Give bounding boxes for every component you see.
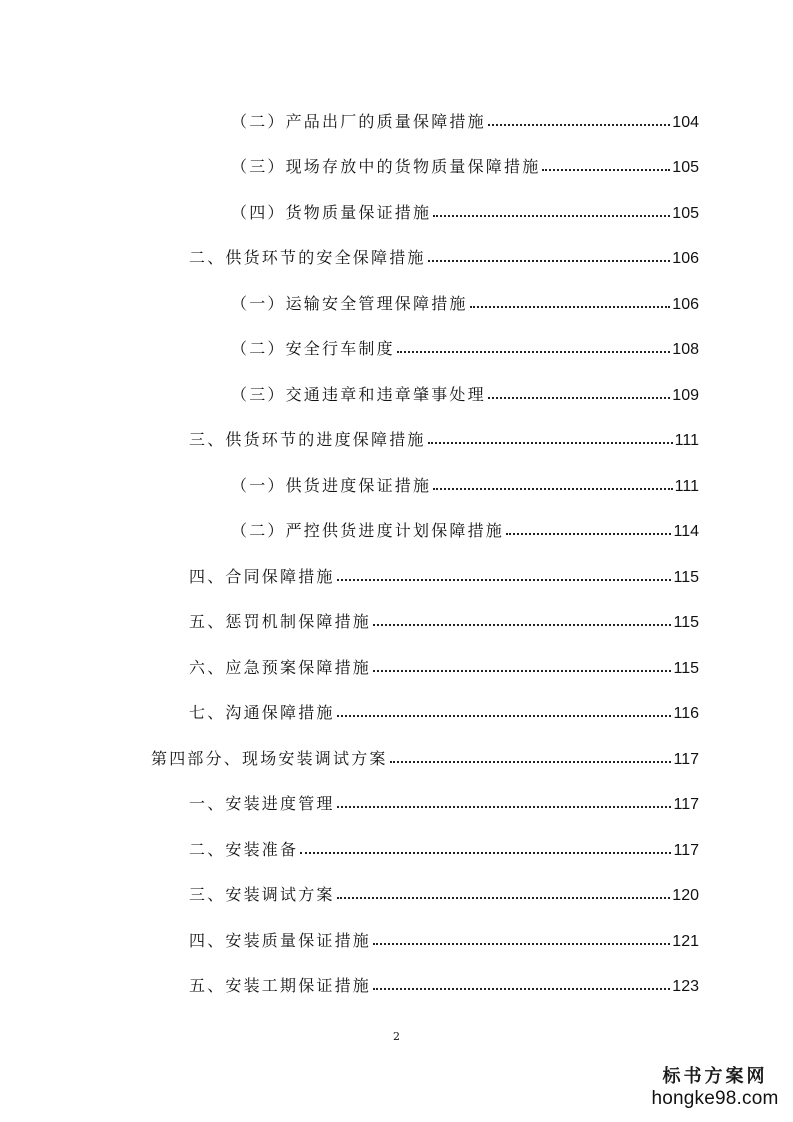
toc-entry[interactable] — [189, 602, 699, 632]
dot-leader — [337, 715, 672, 717]
dot-leader — [337, 806, 672, 808]
toc-entry-page: 115 — [673, 660, 699, 677]
toc-entry-page: 121 — [672, 933, 699, 950]
toc-entry[interactable] — [189, 420, 699, 450]
toc-entry-page: 105 — [672, 159, 699, 176]
toc-entry-page: 123 — [672, 978, 699, 995]
toc-entry-page: 116 — [673, 705, 699, 722]
dot-leader — [428, 260, 671, 262]
toc-entry-label: （二）产品出厂的质量保障措施 — [231, 112, 486, 131]
toc-entry-label: 五、安装工期保证措施 — [189, 976, 372, 995]
toc-entry[interactable] — [231, 102, 699, 132]
page-number: 2 — [393, 1030, 400, 1043]
toc-entry-page: 117 — [673, 842, 699, 859]
toc-entry[interactable] — [189, 966, 699, 996]
dot-leader — [337, 579, 672, 581]
dot-leader — [373, 943, 670, 945]
toc-entry[interactable] — [231, 511, 699, 541]
dot-leader — [506, 533, 671, 535]
watermark — [640, 1066, 790, 1118]
toc-entry[interactable] — [189, 693, 699, 723]
toc-entry[interactable] — [151, 739, 699, 769]
dot-leader — [433, 488, 672, 490]
toc-entry[interactable] — [231, 375, 699, 405]
toc-entry-page: 111 — [674, 432, 699, 449]
toc-entry-label: 五、惩罚机制保障措施 — [189, 612, 372, 631]
toc-entry-page: 114 — [673, 523, 699, 540]
toc-entry-label: （二）安全行车制度 — [231, 339, 395, 358]
toc-entry-label: 四、合同保障措施 — [189, 567, 335, 586]
toc-entry-page: 108 — [672, 341, 699, 358]
dot-leader — [373, 988, 670, 990]
toc-entry-page: 117 — [673, 796, 699, 813]
toc-entry[interactable] — [231, 466, 699, 496]
toc-entry-page: 109 — [672, 387, 699, 404]
toc-entry-label: 六、应急预案保障措施 — [189, 658, 372, 677]
dot-leader — [390, 761, 672, 763]
dot-leader — [428, 442, 673, 444]
dot-leader — [397, 351, 670, 353]
dot-leader — [373, 670, 671, 672]
toc-entry-label: 一、安装进度管理 — [189, 794, 335, 813]
dot-leader — [488, 397, 670, 399]
watermark-name: 标书方案网 — [662, 1066, 768, 1087]
toc-entry-page: 105 — [672, 205, 699, 222]
dot-leader — [488, 124, 670, 126]
toc-entry-label: （一）运输安全管理保障措施 — [231, 294, 468, 313]
toc-entry-page: 106 — [672, 250, 699, 267]
toc-entry-page: 115 — [673, 614, 699, 631]
toc-entry-page: 117 — [673, 751, 699, 768]
toc-entry-label: 三、供货环节的进度保障措施 — [189, 430, 426, 449]
toc-entry[interactable] — [231, 284, 699, 314]
toc-entry[interactable] — [189, 648, 699, 678]
dot-leader — [337, 897, 671, 899]
toc-entry[interactable] — [189, 830, 699, 860]
toc-entry-page: 104 — [672, 114, 699, 131]
dot-leader — [470, 306, 671, 308]
toc-entry-page: 115 — [673, 569, 699, 586]
toc-entry[interactable] — [189, 784, 699, 814]
watermark-url: hongke98.com — [651, 1088, 779, 1109]
toc-entry-label: （三）交通违章和违章肇事处理 — [231, 385, 486, 404]
toc-entry-page: 120 — [672, 887, 699, 904]
toc-entry-label: 四、安装质量保证措施 — [189, 931, 372, 950]
toc-entry[interactable] — [189, 238, 699, 268]
toc-entry[interactable] — [231, 193, 699, 223]
toc-entry-label: 二、供货环节的安全保障措施 — [189, 248, 426, 267]
toc-entry[interactable] — [231, 147, 699, 177]
toc-entry-label: 七、沟通保障措施 — [189, 703, 335, 722]
dot-leader — [433, 215, 670, 217]
toc-entry-label: 三、安装调试方案 — [189, 885, 335, 904]
toc-entry-label: 二、安装准备 — [189, 840, 299, 859]
toc-entry-label: （一）供货进度保证措施 — [231, 476, 432, 495]
toc-entry-label: 第四部分、现场安装调试方案 — [151, 749, 388, 768]
dot-leader — [300, 852, 671, 854]
toc-entry[interactable] — [189, 875, 699, 905]
toc-entry-page: 106 — [672, 296, 699, 313]
toc-entry-page: 111 — [674, 478, 699, 495]
toc-entry-label: （二）严控供货进度计划保障措施 — [231, 521, 505, 540]
toc-entry-label: （三）现场存放中的货物质量保障措施 — [231, 157, 541, 176]
dot-leader — [542, 169, 670, 171]
toc-entry[interactable] — [231, 329, 699, 359]
toc-entry-label: （四）货物质量保证措施 — [231, 203, 432, 222]
toc-entry[interactable] — [189, 921, 699, 951]
dot-leader — [373, 624, 671, 626]
toc-entry[interactable] — [189, 557, 699, 587]
